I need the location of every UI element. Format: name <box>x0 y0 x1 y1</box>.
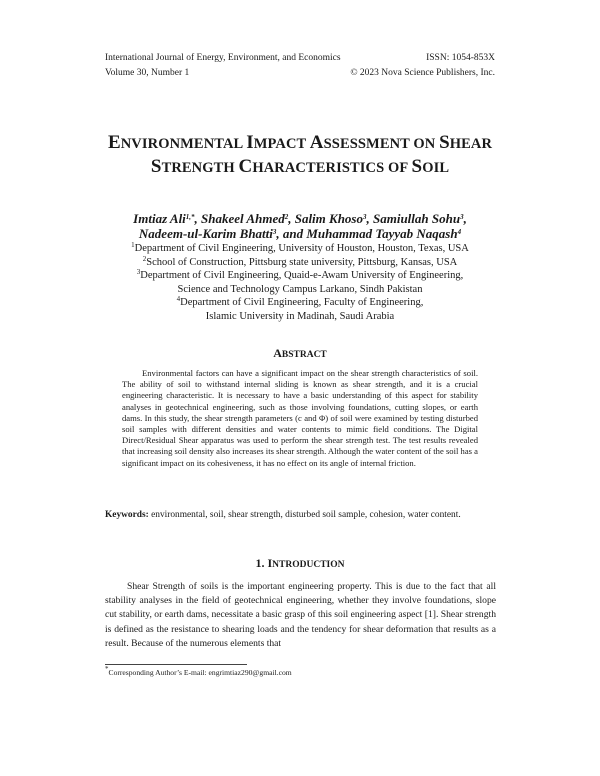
affiliation: $^2$School of Construction, Pittsburg state university, Pittsburg, Kansas, USA <box>142 255 458 268</box>
keywords-text: environmental, soil, shear strength, disturbed soil sample, cohesion, water content. <box>151 510 461 520</box>
paper-title-line2: STRENGTH CHARACTERISTICS OF SOIL <box>150 156 450 177</box>
author-name: Samiullah Sohu <box>373 211 461 226</box>
section-heading-introduction: 1. INTRODUCTION <box>255 556 345 570</box>
author-name: Shakeel Ahmed <box>201 211 285 226</box>
author-list-line1: Imtiaz Ali$^{1,*}$, Shakeel Ahmed$^2$, Salim Khoso$^3$, Samiullah Sohu$^3$, <box>133 211 467 226</box>
author-name: Salim Khoso <box>294 211 363 226</box>
volume-number: Volume 30, Number 1 <box>105 68 190 78</box>
affiliation: Science and Technology Campus Larkano, Sindh Pakistan <box>177 284 423 295</box>
keywords-label: Keywords: <box>105 510 149 520</box>
author-list-line2: Nadeem-ul-Karim Bhatti$^3$, and Muhammad Tayyab Naqash$^4$ <box>138 226 462 241</box>
copyright: © 2023 Nova Science Publishers, Inc. <box>350 68 495 78</box>
corresponding-author-email: Corresponding Author’s E-mail: engrimtiaz290@gmail.com <box>108 668 292 677</box>
affiliation: $^4$Department of Civil Engineering, Faculty of Engineering, <box>176 295 424 308</box>
author-name: Nadeem-ul-Karim Bhatti <box>138 226 273 241</box>
introduction-text: Shear Strength of soils is the important engineering property. This is due to the fact that all stability analyses in the field of geotechnical engineering, whether they involve foundations, slope cut stability, or earth dams, necessitate a basic grasp of this soil engineering aspect [1]. Shear strength is defined as the resistance to shearing loads and the tendency for shear deformation that results as a result. Because of the numerous elements that <box>105 581 496 649</box>
issn: ISSN: 1054-853X <box>426 53 495 63</box>
affiliation: $^1$Department of Civil Engineering, University of Houston, Houston, Texas, USA <box>131 241 469 254</box>
abstract-heading: ABSTRACT <box>273 346 327 360</box>
affiliation: $^3$Department of Civil Engineering, Quaid-e-Awam University of Engineering, <box>136 268 464 281</box>
author-name: Muhammad Tayyab Naqash <box>306 226 458 241</box>
footnote-divider <box>105 664 247 665</box>
abstract-text: Environmental factors can have a significant impact on the shear strength characteristics of soil. The ability of soil to withstand internal sliding is known as shear strength, and it is a crucial engineering characteristic. It is necessary to have a basic understanding of this aspect for stability analyses in geotechnical engineering, such as those involving foundations, cutting slopes, or earth dams. In this study, the shear strength parameters (c and Φ) of soil were examined by testing disturbed soil samples with different densities and water contents to mimic field conditions. The Digital Direct/Residual Shear apparatus was used to perform the shear strength test. The test results revealed that increasing soil density also increases its shear strength. Although the water content of the soil has a significant impact on its cohesiveness, it has no effect on its angle of internal friction. <box>122 368 478 468</box>
author-name: Imtiaz Ali <box>133 211 186 226</box>
affiliation: Islamic University in Madinah, Saudi Arabia <box>205 311 395 322</box>
keywords <box>105 509 495 522</box>
journal-name: International Journal of Energy, Environment, and Economics <box>105 53 341 63</box>
footnote: *Corresponding Author’s E-mail: engrimtiaz290@gmail.com <box>105 665 292 677</box>
paper-title-line1: ENVIRONMENTAL IMPACT ASSESSMENT ON SHEAR <box>107 132 493 153</box>
